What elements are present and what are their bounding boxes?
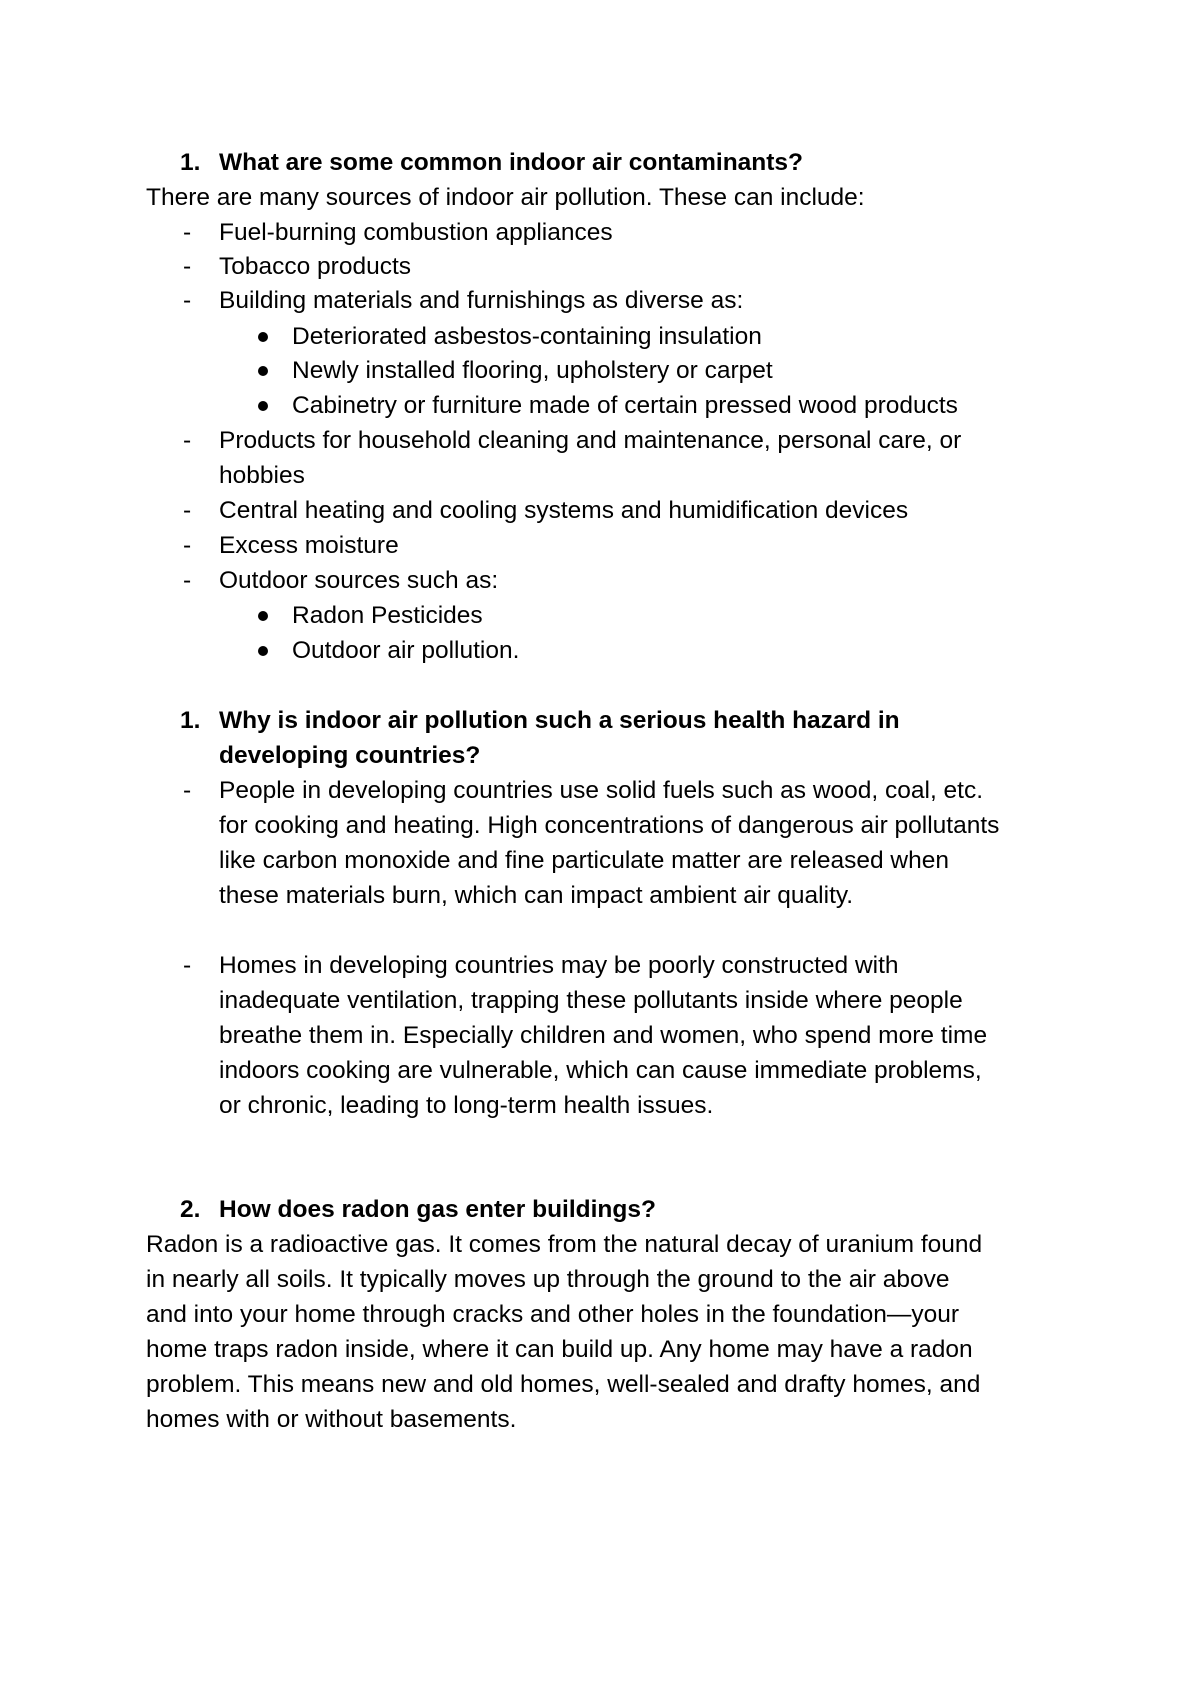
list-dash: -: [183, 219, 192, 246]
q3-answer-line: home traps radon inside, where it can build up. Any home may have a radon: [146, 1336, 973, 1363]
q3-heading: How does radon gas enter buildings?: [219, 1196, 656, 1223]
list-dash: -: [183, 952, 192, 979]
q2-answer-line: Homes in developing countries may be poorly constructed with: [219, 952, 899, 979]
bullet-dot: [258, 646, 268, 656]
q2-number: 1.: [180, 707, 201, 734]
q1-subitem: Deteriorated asbestos-containing insulation: [292, 323, 762, 350]
q1-item: Products for household cleaning and maintenance, personal care, or: [219, 427, 962, 454]
list-dash: -: [183, 253, 192, 280]
q1-intro: There are many sources of indoor air pollution. These can include:: [146, 184, 865, 211]
q1-subitem: Radon Pesticides: [292, 602, 483, 629]
q1-item: Excess moisture: [219, 532, 399, 559]
q2-answer-line: indoors cooking are vulnerable, which can cause immediate problems,: [219, 1057, 982, 1084]
q3-answer-line: problem. This means new and old homes, well-sealed and drafty homes, and: [146, 1371, 981, 1398]
q1-item-continued: hobbies: [219, 462, 305, 489]
q1-subitem: Cabinetry or furniture made of certain pressed wood products: [292, 392, 958, 419]
q2-answer-line: People in developing countries use solid fuels such as wood, coal, etc.: [219, 777, 984, 804]
bullet-dot: [258, 401, 268, 411]
q2-answer-line: for cooking and heating. High concentrations of dangerous air pollutants: [219, 812, 1000, 839]
list-dash: -: [183, 427, 192, 454]
q2-answer-line: these materials burn, which can impact ambient air quality.: [219, 882, 854, 909]
q1-subitem: Outdoor air pollution.: [292, 637, 520, 664]
q1-subitem: Newly installed flooring, upholstery or carpet: [292, 357, 773, 384]
q1-item: Outdoor sources such as:: [219, 567, 499, 594]
list-dash: -: [183, 532, 192, 559]
q3-answer-line: and into your home through cracks and other holes in the foundation—your: [146, 1301, 960, 1328]
q3-answer-line: Radon is a radioactive gas. It comes from the natural decay of uranium found: [146, 1231, 983, 1258]
list-dash: -: [183, 497, 192, 524]
list-dash: -: [183, 287, 192, 314]
q1-item: Building materials and furnishings as diverse as:: [219, 287, 744, 314]
q1-item: Central heating and cooling systems and humidification devices: [219, 497, 909, 524]
list-dash: -: [183, 567, 192, 594]
q1-item: Tobacco products: [219, 253, 412, 280]
q3-answer-line: in nearly all soils. It typically moves up through the ground to the air above: [146, 1266, 950, 1293]
bullet-dot: [258, 332, 268, 342]
q1-item: Fuel-burning combustion appliances: [219, 219, 613, 246]
q2-heading-continued: developing countries?: [219, 742, 481, 769]
q2-heading: Why is indoor air pollution such a serious health hazard in: [219, 707, 900, 734]
q2-answer-line: like carbon monoxide and fine particulate matter are released when: [219, 847, 949, 874]
q2-answer-line: or chronic, leading to long-term health issues.: [219, 1092, 714, 1119]
bullet-dot: [258, 366, 268, 376]
q2-answer-line: breathe them in. Especially children and women, who spend more time: [219, 1022, 988, 1049]
bullet-dot: [258, 611, 268, 621]
list-dash: -: [183, 777, 192, 804]
q3-answer-line: homes with or without basements.: [146, 1406, 517, 1433]
q3-number: 2.: [180, 1196, 201, 1223]
q1-heading: What are some common indoor air contaminants?: [219, 149, 804, 176]
q2-answer-line: inadequate ventilation, trapping these pollutants inside where people: [219, 987, 963, 1014]
q1-number: 1.: [180, 149, 201, 176]
